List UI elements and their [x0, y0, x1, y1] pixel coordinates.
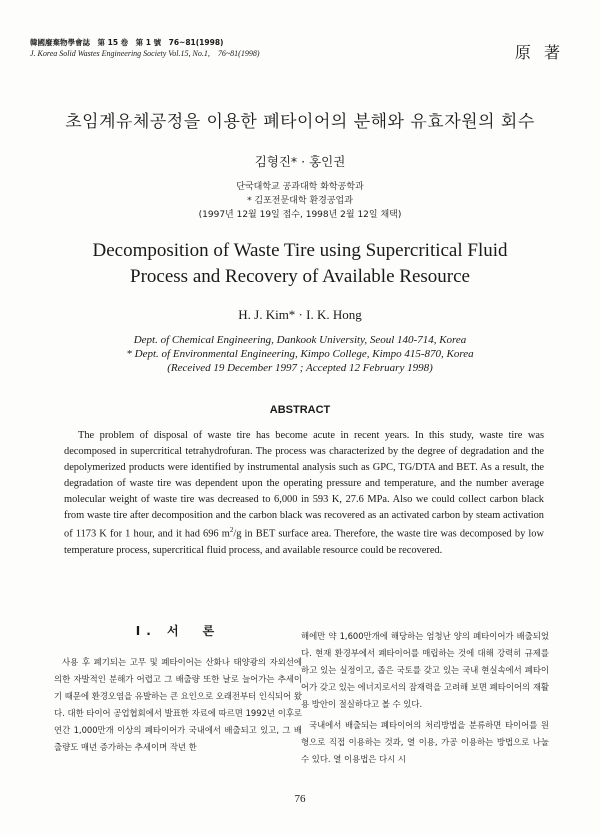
english-authors: H. J. Kim* · I. K. Hong — [238, 307, 362, 322]
english-title-line-1: Decomposition of Waste Tire using Supercritical Fluid — [92, 240, 508, 261]
english-dates: (Received 19 December 1997 ; Accepted 12 February 1998) — [167, 362, 433, 374]
abstract-superscript: 2 — [229, 526, 234, 535]
body-paragraph: 국내에서 배출되는 폐타이어의 처리방법을 분류하면 타이어를 원형으로 직접 이용하는 것과, 열 이용, 가공 이용하는 방법으로 나눌 수 있다. 열 이용법은 다시 시 — [301, 720, 549, 764]
body-paragraph: 해에만 약 1,600만개에 해당하는 엄청난 양의 폐타이어가 배출되었다. 현재 환경부에서 폐타이어를 매립하는 것에 대해 강력히 규제를 하고 있는 실정이고, 좁은 국토를 갖고 있는 국내 현실속에서 폐타이어가 갖고 있는 에너지로서의 잠재력을 고려해 보면 폐타이어의 재활용 방안이 절실하다고 볼 수 있다. — [301, 631, 549, 709]
abstract-heading: ABSTRACT — [269, 404, 331, 416]
english-title — [0, 238, 600, 290]
english-affiliations — [0, 333, 600, 375]
journal-name-korean: 韓國廢棄物學會誌 第 15 卷 第 1 號 76~81(1998) — [30, 38, 224, 47]
english-affiliation-2: * Dept. of Environmental Engineering, Kimpo College, Kimpo 415-870, Korea — [126, 348, 474, 360]
body-right-column — [301, 628, 549, 772]
korean-affiliations — [0, 180, 600, 222]
abstract-text — [64, 428, 544, 559]
korean-dates: (1997년 12월 19일 접수, 1998년 2월 12일 채택) — [198, 210, 402, 220]
abstract-text-main: The problem of disposal of waste tire has become acute in recent years. In this study, waste tire was decomposed in supercritical tetrahydrofuran. The process was characterized by the degree of degradation and the depolymerized products were identified by instrumental analysis such as GPC, TG/DTA and BET. As a result, the degradation of waste tire was dependent upon the operating pressure and temperature, and the number average molecular weight of waste tire was decreased to 6,000 in 593 K, 27.6 MPa. Also we could collect carbon black from waste tire after decomposition and the carbon black was recovered as an activated carbon by steam activation of 1173 K for 1 hour, and it had 696 m — [64, 430, 544, 540]
journal-header — [30, 37, 260, 59]
korean-affiliation-1: 단국대학교 공과대학 화학공학과 — [236, 182, 364, 192]
english-title-line-2: Process and Recovery of Available Resource — [130, 266, 470, 287]
journal-name-english: J. Korea Solid Wastes Engineering Society Vol.15, No.1, 76~81(1998) — [30, 49, 260, 58]
article-type-label: 原 著 — [514, 43, 564, 62]
korean-title: 초임계유체공정을 이용한 폐타이어의 분해와 유효자원의 회수 — [65, 112, 535, 132]
abstract-text-end: /g in BET surface area. Therefore, the waste tire was decomposed by low temperature process, supercritical fluid process, and available resource could be recovered. — [64, 528, 544, 556]
korean-affiliation-2: * 김포전문대학 환경공업과 — [247, 196, 353, 206]
page-number: 76 — [294, 793, 306, 805]
korean-authors: 김형진* · 홍인권 — [254, 154, 346, 169]
body-paragraph: 사용 후 폐기되는 고무 및 폐타이어는 산화나 태양광의 자외선에 의한 자발적인 분해가 어렵고 그 배출량 또한 날로 늘어가는 추세이기 때문에 환경오염을 유발하는 큰 요인으로 오래전부터 인식되어 왔다. 대한 타이어 공업협회에서 발표한 자료에 따르면 1992년 이후로 연간 1,000만개 이상의 폐타이어가 국내에서 배출되고 있고, 그 배출량도 매년 증가하는 추세이며 작년 한 — [54, 657, 302, 752]
section-title-introduction: Ⅰ. 서 론 — [135, 624, 221, 638]
english-affiliation-1: Dept. of Chemical Engineering, Dankook University, Seoul 140-714, Korea — [133, 334, 467, 346]
body-left-column — [54, 623, 302, 760]
